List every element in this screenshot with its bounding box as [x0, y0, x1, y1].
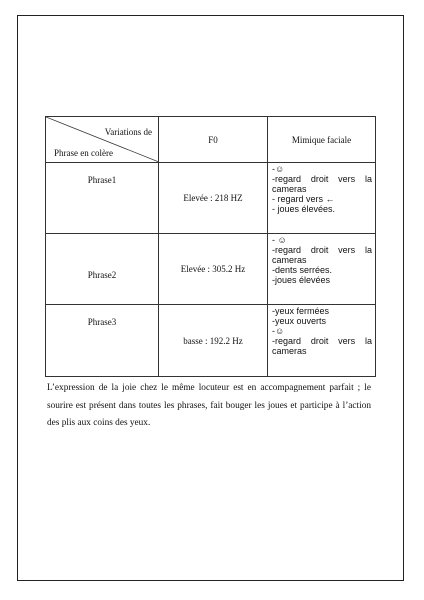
phrase-label: Phrase1: [46, 163, 159, 234]
mimic-line: -☺: [272, 164, 285, 174]
mimic-cell: [268, 234, 376, 305]
table-header-row: [46, 117, 376, 163]
corner-header-top: Variations de: [104, 127, 152, 137]
corner-header-bottom: Phrase en colère: [54, 148, 113, 158]
mimic-cell: [268, 163, 376, 234]
f0-header: F0: [159, 117, 268, 163]
mimic-line: -regard droit vers la: [272, 245, 372, 255]
mimic-line: -joues élevées: [272, 275, 331, 285]
data-table: [45, 116, 376, 377]
mimic-header: Mimique faciale: [268, 117, 376, 163]
phrase-label: Phrase3: [46, 305, 159, 377]
mimic-cell: [268, 305, 376, 377]
table-row: [46, 234, 376, 305]
mimic-line: -regard droit vers la: [272, 174, 372, 184]
mimic-line: - regard vers ←: [272, 194, 335, 204]
corner-header-cell: [46, 117, 159, 163]
mimic-line: -yeux fermées: [272, 306, 330, 316]
mimic-line: - ☺: [272, 235, 287, 245]
mimic-line: cameras: [272, 346, 307, 356]
body-paragraph: L’expression de la joie chez le même locuteur est en accompagnement parfait ; le sourire est présent dans toutes les phrases, fait bouger les joues et participe à l’action des plis aux coins des yeux.: [47, 383, 371, 429]
f0-value: Elevée : 305.2 Hz: [159, 234, 268, 305]
mimic-line: cameras: [272, 255, 307, 265]
table-row: [46, 305, 376, 377]
mimic-line: -☺: [272, 326, 285, 336]
phrase-label: Phrase2: [46, 234, 159, 305]
mimic-line: cameras: [272, 184, 307, 194]
table-row: [46, 163, 376, 234]
mimic-line: -regard droit vers la: [272, 336, 372, 346]
mimic-line: -dents serrées.: [272, 265, 333, 275]
f0-value: basse : 192.2 Hz: [159, 305, 268, 377]
f0-value: Elevée : 218 HZ: [159, 163, 268, 234]
mimic-line: -yeux ouverts: [272, 316, 327, 326]
mimic-line: - joues élevées.: [272, 204, 336, 214]
